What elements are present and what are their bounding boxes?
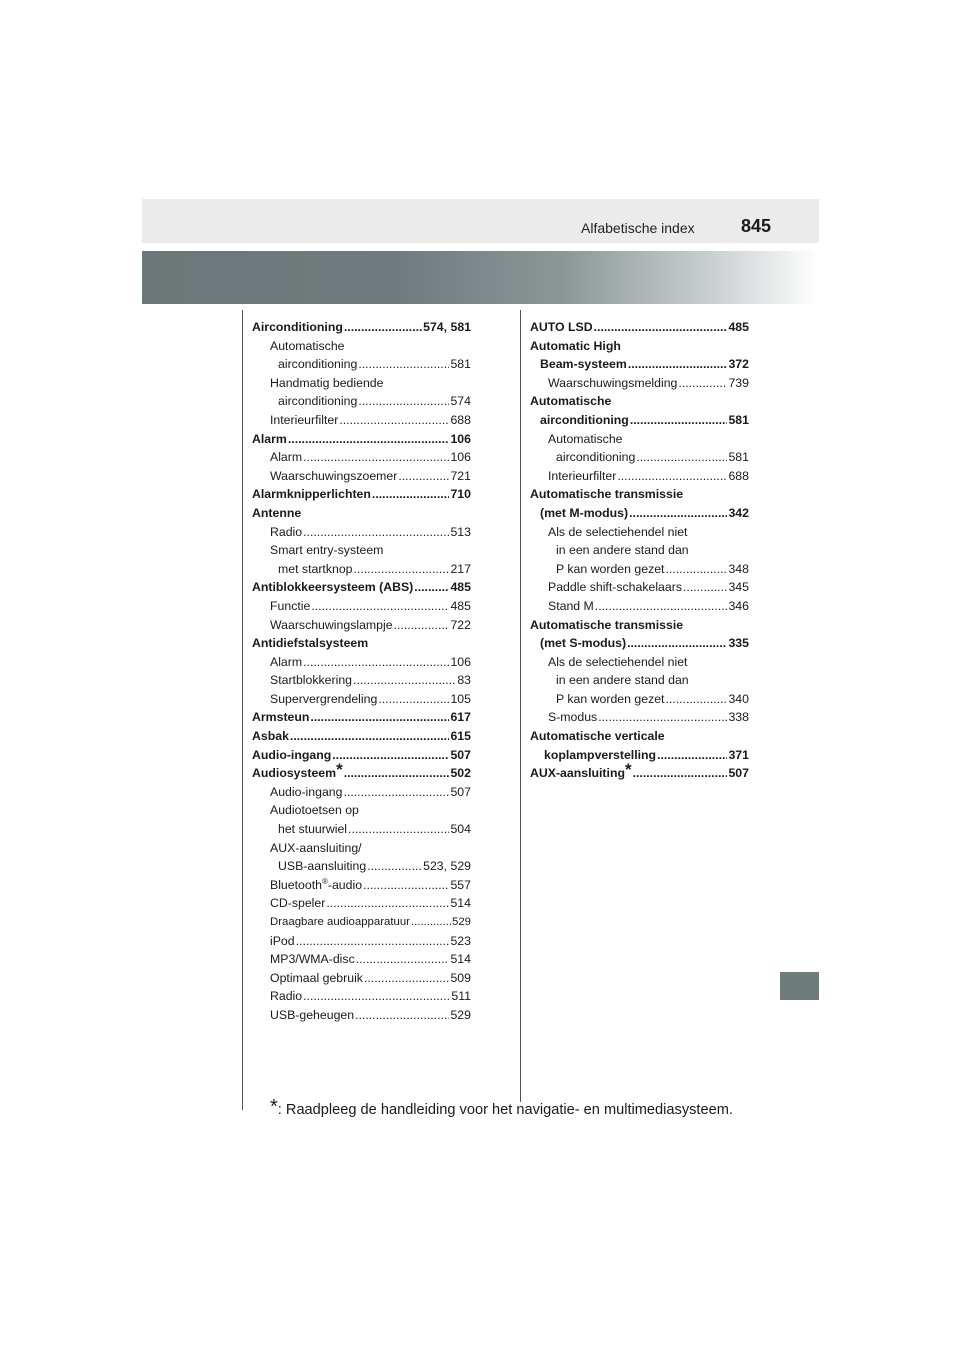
page-reference: 507 [450, 784, 471, 799]
entry-label: Antiblokkeersysteem (ABS) [252, 580, 414, 595]
entry-label: airconditioning [556, 450, 636, 465]
entry-label: met startknop [278, 561, 353, 576]
index-entry [530, 392, 749, 411]
page-reference: 739 [728, 375, 749, 390]
index-subentry [252, 541, 471, 560]
index-subentry [252, 653, 471, 672]
page-reference: 105 [450, 691, 471, 706]
dot-leader [628, 355, 728, 374]
entry-label: Smart entry-systeem [270, 543, 384, 558]
page-reference: 507 [450, 747, 471, 762]
page-reference: 514 [450, 896, 471, 911]
entry-label: MP3/WMA-disc [270, 952, 355, 967]
dot-leader [303, 448, 449, 467]
index-subentry [252, 337, 471, 356]
dot-leader [356, 950, 450, 969]
entry-label: het stuurwiel [278, 822, 348, 837]
page-reference: 581 [728, 450, 749, 465]
page-reference: 507 [728, 766, 749, 781]
page-reference: 502 [450, 766, 471, 781]
index-subentry [252, 820, 471, 839]
entry-label: Automatische transmissie [530, 487, 684, 502]
index-entry [252, 578, 471, 597]
dot-leader [665, 690, 727, 709]
header-bar [142, 199, 819, 243]
page-reference: 509 [450, 970, 471, 985]
index-subentry [252, 671, 471, 690]
entry-label: Draagbare audioapparatuur [270, 916, 410, 928]
page-reference: 617 [450, 710, 471, 725]
entry-label: Supervergrendeling [270, 691, 378, 706]
index-subentry [252, 523, 471, 542]
index-subentry [252, 597, 471, 616]
dot-leader [355, 1006, 449, 1025]
entry-label: Waarschuwingsmelding [548, 375, 678, 390]
index-entry [530, 411, 749, 430]
footnote-star: * [336, 760, 343, 780]
index-subentry [252, 839, 471, 858]
dot-leader [296, 932, 450, 951]
entry-label: Antidiefstalsysteem [252, 636, 369, 651]
page-reference: 513 [450, 524, 471, 539]
index-entry [252, 727, 471, 746]
entry-label: Automatische [270, 338, 345, 353]
page-reference: 710 [450, 487, 471, 502]
entry-label: airconditioning [278, 357, 358, 372]
dot-leader [665, 560, 727, 579]
dot-leader [311, 597, 449, 616]
index-entry [530, 355, 749, 374]
page-reference: 557 [450, 877, 471, 892]
index-entry [530, 727, 749, 746]
page-reference: 335 [728, 636, 749, 651]
index-entry [530, 337, 749, 356]
entry-label: Handmatig bediende [270, 375, 384, 390]
index-subentry [530, 374, 749, 393]
entry-label: in een andere stand dan [556, 543, 689, 558]
index-column-right [530, 318, 749, 783]
index-subentry [252, 690, 471, 709]
index-entry [252, 430, 471, 449]
index-subentry [252, 355, 471, 374]
page-reference: 346 [728, 598, 749, 613]
header-title: Alfabetische index [581, 220, 695, 236]
page-reference: 529 [451, 916, 471, 928]
page-reference: 529 [450, 1007, 471, 1022]
page-reference: 106 [450, 450, 471, 465]
entry-label: Armsteun [252, 710, 310, 725]
page-reference: 581 [728, 412, 749, 427]
entry-label: AUTO LSD [530, 320, 593, 334]
dot-leader [367, 857, 422, 876]
index-entry [530, 616, 749, 635]
dot-leader [358, 355, 449, 374]
entry-label: Startblokkering [270, 673, 353, 688]
entry-label: Airconditioning [252, 320, 343, 334]
dot-leader [617, 467, 727, 486]
dot-leader [339, 411, 449, 430]
entry-label: Beam-systeem [540, 357, 627, 372]
entry-label: P kan worden gezet [556, 691, 665, 706]
page-reference: 372 [728, 357, 749, 372]
index-subentry [252, 392, 471, 411]
entry-label: Waarschuwingszoemer [270, 468, 398, 483]
page-reference: 348 [728, 561, 749, 576]
dot-leader [636, 448, 727, 467]
dot-leader [348, 820, 449, 839]
dot-leader [303, 653, 449, 672]
entry-label: Automatic High [530, 338, 621, 353]
index-subentry [252, 876, 471, 895]
entry-label: CD-speler [270, 896, 326, 911]
footnote-star: * [270, 1096, 278, 1118]
dot-leader [372, 485, 450, 504]
index-entry [252, 746, 471, 765]
entry-label: Interieurfilter [548, 468, 617, 483]
index-entry [530, 746, 749, 765]
index-entry [530, 760, 749, 783]
page-reference: 485 [450, 598, 471, 613]
index-entry [530, 485, 749, 504]
dot-leader [303, 987, 450, 1006]
dot-leader [378, 690, 449, 709]
entry-label: in een andere stand dan [556, 673, 689, 688]
index-subentry [530, 671, 749, 690]
entry-label: airconditioning [540, 412, 629, 427]
page-reference: 340 [728, 691, 749, 706]
index-subentry [530, 708, 749, 727]
dot-leader [678, 374, 727, 393]
index-subentry [530, 597, 749, 616]
entry-label: Waarschuwingslampje [270, 617, 393, 632]
entry-label: Antenne [252, 505, 302, 520]
index-subentry [530, 430, 749, 449]
page-reference: 523 [450, 933, 471, 948]
page-reference: 485 [728, 320, 749, 334]
entry-label: Audiotoetsen op [270, 803, 359, 818]
entry-label: iPod [270, 933, 295, 948]
footnote-text: : Raadpleeg de handleiding voor het navigatie- en multimediasysteem. [277, 1102, 733, 1118]
index-subentry [530, 448, 749, 467]
dot-leader [303, 523, 449, 542]
page-reference: 511 [451, 989, 471, 1004]
dot-leader [332, 746, 449, 765]
index-entry [252, 708, 471, 727]
index-subentry [530, 578, 749, 597]
index-entry [252, 504, 471, 523]
page-reference: 574, 581 [423, 320, 471, 334]
entry-label: Automatische [548, 431, 623, 446]
dot-leader [353, 671, 456, 690]
entry-label: Radio [270, 524, 303, 539]
page-reference: 371 [728, 747, 749, 762]
entry-label: koplampverstelling [544, 747, 657, 762]
dot-leader [364, 969, 450, 988]
page-reference: 106 [450, 431, 471, 446]
index-subentry [252, 969, 471, 988]
entry-label: Audio-ingang [270, 784, 343, 799]
page-reference: 514 [450, 952, 471, 967]
index-subentry [252, 616, 471, 635]
index-subentry [252, 857, 471, 876]
entry-label: Asbak [252, 729, 289, 744]
index-column-left [252, 318, 471, 1025]
entry-label: airconditioning [278, 394, 358, 409]
index-entry [530, 504, 749, 523]
dot-leader [630, 411, 728, 430]
entry-label: Automatische verticale [530, 729, 665, 744]
dot-leader [326, 894, 449, 913]
page-reference: 342 [728, 505, 749, 520]
index-subentry [530, 523, 749, 542]
column-divider-left [242, 310, 243, 1110]
index-entry [252, 760, 471, 783]
dot-leader [657, 746, 727, 765]
dot-leader [343, 783, 449, 802]
entry-label: AUX-aansluiting* [530, 760, 632, 781]
registered-mark: ® [321, 876, 328, 886]
entry-label: Automatische transmissie [530, 617, 684, 632]
index-entry [252, 485, 471, 504]
dot-leader [633, 764, 728, 783]
dot-leader [363, 876, 449, 895]
entry-label: Functie [270, 598, 311, 613]
index-subentry [252, 560, 471, 579]
dot-leader [683, 578, 727, 597]
entry-label: USB-geheugen [270, 1007, 355, 1022]
index-subentry [252, 783, 471, 802]
entry-label: Audio-ingang [252, 747, 332, 762]
footnote-star: * [624, 760, 632, 780]
page-reference: 581 [450, 357, 471, 372]
entry-label: Automatische [530, 394, 612, 409]
dot-leader [414, 578, 449, 597]
entry-label: (met M-modus) [540, 505, 629, 520]
index-subentry [530, 467, 749, 486]
page-reference: 721 [450, 468, 471, 483]
entry-label: Audiosysteem* [252, 760, 343, 781]
index-subentry [252, 801, 471, 820]
index-subentry [252, 894, 471, 913]
entry-label: AUX-aansluiting/ [270, 840, 362, 855]
index-subentry [252, 987, 471, 1006]
index-entry [530, 634, 749, 653]
page-reference: 504 [450, 822, 471, 837]
page-reference: 106 [450, 654, 471, 669]
page-reference: 615 [450, 729, 471, 744]
page-reference: 574 [450, 394, 471, 409]
dot-leader [594, 318, 728, 337]
entry-label: Als de selectiehendel niet [548, 654, 688, 669]
entry-label: S-modus [548, 710, 598, 725]
entry-label: Alarmknipperlichten [252, 487, 371, 502]
index-subentry [530, 541, 749, 560]
index-subentry [530, 560, 749, 579]
entry-label: P kan worden gezet [556, 561, 665, 576]
entry-label: Optimaal gebruik [270, 970, 363, 985]
dot-leader [411, 913, 451, 932]
entry-label: (met S-modus) [540, 636, 627, 651]
index-subentry [252, 932, 471, 951]
entry-label: Radio [270, 989, 303, 1004]
page-reference: 338 [728, 710, 749, 725]
dot-leader [344, 318, 422, 337]
dot-leader [358, 392, 449, 411]
entry-label: USB-aansluiting [278, 859, 367, 874]
index-subentry [252, 913, 471, 932]
page-reference: 688 [450, 412, 471, 427]
page-number: 845 [741, 216, 772, 236]
dot-leader [344, 764, 450, 783]
index-subentry [252, 411, 471, 430]
entry-label: Stand M [548, 598, 594, 613]
entry-label: Als de selectiehendel niet [548, 524, 688, 539]
dot-leader [629, 504, 727, 523]
index-subentry [252, 374, 471, 393]
index-subentry [530, 690, 749, 709]
dot-leader [394, 616, 450, 635]
dot-leader [398, 467, 449, 486]
page-reference: 722 [450, 617, 471, 632]
page-reference: 485 [450, 580, 471, 595]
index-entry [530, 318, 749, 337]
index-entry [252, 318, 471, 337]
entry-label: Alarm [270, 654, 303, 669]
side-thumb-tab [780, 972, 819, 1000]
page-reference: 345 [728, 580, 749, 595]
footnote [270, 1096, 733, 1118]
dot-leader [354, 560, 450, 579]
entry-label: Paddle shift-schakelaars [548, 580, 682, 595]
index-subentry [252, 950, 471, 969]
entry-label: Alarm [252, 431, 287, 446]
dot-leader [598, 708, 727, 727]
index-subentry [252, 1006, 471, 1025]
dot-leader [288, 430, 450, 449]
index-subentry [252, 448, 471, 467]
index-subentry [252, 467, 471, 486]
column-divider-middle [520, 310, 521, 1102]
section-band [142, 251, 819, 304]
page-reference: 688 [728, 468, 749, 483]
entry-label: Alarm [270, 450, 303, 465]
index-entry [252, 634, 471, 653]
index-subentry [530, 653, 749, 672]
page-reference: 523, 529 [423, 859, 471, 874]
page-reference: 83 [457, 673, 471, 688]
dot-leader [627, 634, 727, 653]
page-reference: 217 [450, 561, 471, 576]
dot-leader [310, 708, 449, 727]
dot-leader [595, 597, 728, 616]
dot-leader [290, 727, 450, 746]
entry-label: Bluetooth®-audio [270, 876, 363, 892]
entry-label: Interieurfilter [270, 412, 339, 427]
